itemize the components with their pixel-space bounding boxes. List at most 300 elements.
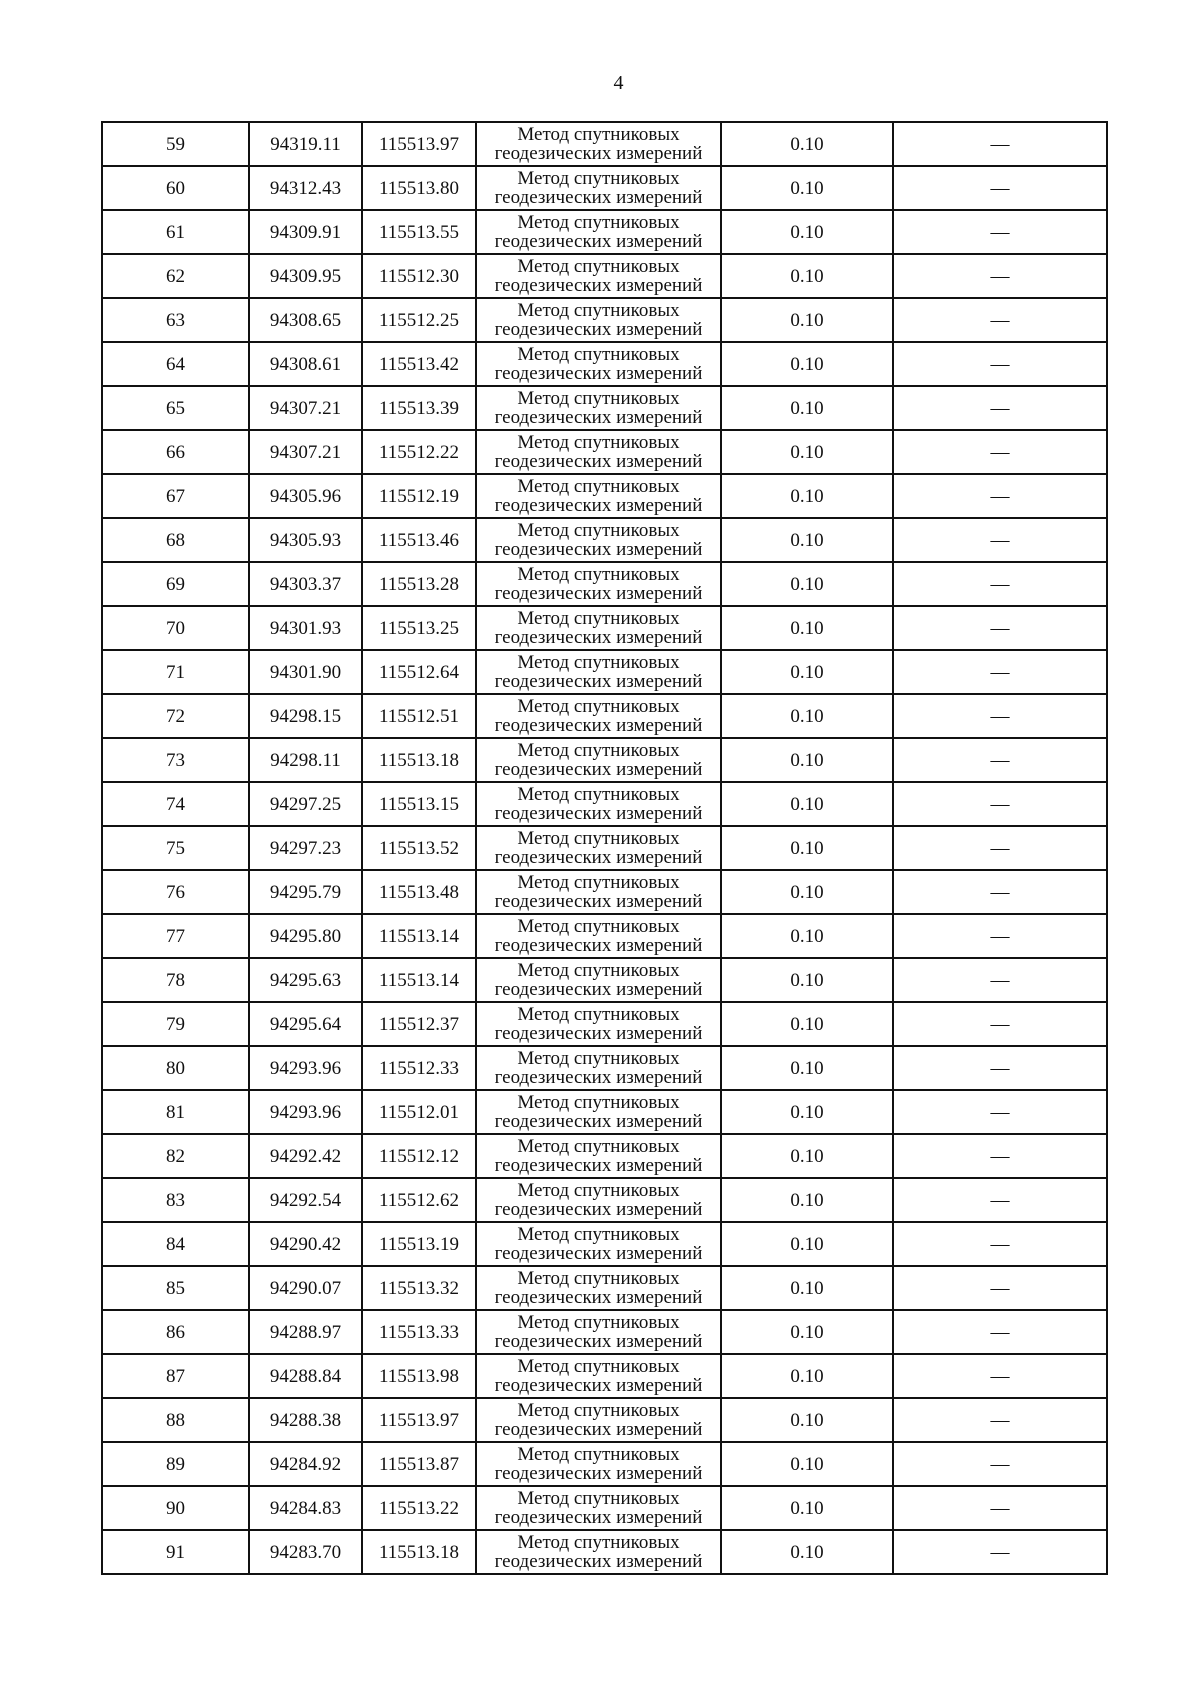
method-cell: [476, 1266, 721, 1310]
accuracy-cell: 0.10: [721, 342, 893, 386]
method-line-2: геодезических измерений: [494, 583, 703, 604]
method-line-2: геодезических измерений: [494, 1507, 703, 1528]
description-cell: —: [893, 1090, 1107, 1134]
method-line-2: геодезических измерений: [494, 539, 703, 560]
y-coordinate-cell: 115512.62: [362, 1178, 476, 1222]
point-number-cell: 82: [102, 1134, 249, 1178]
x-coordinate-cell: 94309.95: [249, 254, 362, 298]
description-cell: —: [893, 254, 1107, 298]
description-cell: —: [893, 738, 1107, 782]
y-coordinate-cell: 115512.12: [362, 1134, 476, 1178]
method-line-2: геодезических измерений: [494, 1463, 703, 1484]
method-line-1: Метод спутниковых: [517, 1224, 680, 1245]
x-coordinate-cell: 94284.92: [249, 1442, 362, 1486]
method-line-2: геодезических измерений: [494, 143, 703, 164]
method-line-2: геодезических измерений: [494, 627, 703, 648]
accuracy-cell: 0.10: [721, 1486, 893, 1530]
accuracy-cell: 0.10: [721, 694, 893, 738]
method-line-2: геодезических измерений: [494, 407, 703, 428]
description-cell: —: [893, 122, 1107, 166]
point-number-cell: 62: [102, 254, 249, 298]
method-cell: [476, 1090, 721, 1134]
method-line-1: Метод спутниковых: [517, 212, 680, 233]
point-number-cell: 65: [102, 386, 249, 430]
method-cell: [476, 210, 721, 254]
point-number-cell: 91: [102, 1530, 249, 1574]
method-line-1: Метод спутниковых: [517, 124, 680, 145]
point-number-cell: 84: [102, 1222, 249, 1266]
accuracy-cell: 0.10: [721, 826, 893, 870]
table-row: [102, 1134, 1107, 1178]
x-coordinate-cell: 94312.43: [249, 166, 362, 210]
y-coordinate-cell: 115512.25: [362, 298, 476, 342]
point-number-cell: 63: [102, 298, 249, 342]
y-coordinate-cell: 115513.18: [362, 1530, 476, 1574]
table-row: [102, 562, 1107, 606]
method-line-2: геодезических измерений: [494, 671, 703, 692]
point-number-cell: 85: [102, 1266, 249, 1310]
method-line-1: Метод спутниковых: [517, 344, 680, 365]
accuracy-cell: 0.10: [721, 738, 893, 782]
point-number-cell: 70: [102, 606, 249, 650]
x-coordinate-cell: 94293.96: [249, 1046, 362, 1090]
method-line-1: Метод спутниковых: [517, 1268, 680, 1289]
method-line-2: геодезических измерений: [494, 1067, 703, 1088]
x-coordinate-cell: 94293.96: [249, 1090, 362, 1134]
table-row: [102, 254, 1107, 298]
table-row: [102, 298, 1107, 342]
accuracy-cell: 0.10: [721, 518, 893, 562]
y-coordinate-cell: 115512.33: [362, 1046, 476, 1090]
table-row: [102, 870, 1107, 914]
accuracy-cell: 0.10: [721, 1002, 893, 1046]
method-cell: [476, 1442, 721, 1486]
point-number-cell: 67: [102, 474, 249, 518]
method-cell: [476, 914, 721, 958]
y-coordinate-cell: 115513.97: [362, 1398, 476, 1442]
x-coordinate-cell: 94297.25: [249, 782, 362, 826]
accuracy-cell: 0.10: [721, 166, 893, 210]
description-cell: —: [893, 782, 1107, 826]
x-coordinate-cell: 94283.70: [249, 1530, 362, 1574]
description-cell: —: [893, 1354, 1107, 1398]
accuracy-cell: 0.10: [721, 1354, 893, 1398]
description-cell: —: [893, 1046, 1107, 1090]
y-coordinate-cell: 115512.22: [362, 430, 476, 474]
method-cell: [476, 166, 721, 210]
method-line-2: геодезических измерений: [494, 1287, 703, 1308]
method-line-2: геодезических измерений: [494, 275, 703, 296]
method-line-2: геодезических измерений: [494, 231, 703, 252]
accuracy-cell: 0.10: [721, 210, 893, 254]
point-number-cell: 83: [102, 1178, 249, 1222]
method-cell: [476, 1002, 721, 1046]
method-line-1: Метод спутниковых: [517, 1312, 680, 1333]
description-cell: —: [893, 386, 1107, 430]
y-coordinate-cell: 115513.14: [362, 958, 476, 1002]
description-cell: —: [893, 474, 1107, 518]
accuracy-cell: 0.10: [721, 1046, 893, 1090]
method-line-2: геодезических измерений: [494, 1419, 703, 1440]
description-cell: —: [893, 1266, 1107, 1310]
table-row: [102, 210, 1107, 254]
x-coordinate-cell: 94295.79: [249, 870, 362, 914]
point-number-cell: 80: [102, 1046, 249, 1090]
method-line-1: Метод спутниковых: [517, 1004, 680, 1025]
accuracy-cell: 0.10: [721, 1398, 893, 1442]
table-row: [102, 430, 1107, 474]
accuracy-cell: 0.10: [721, 650, 893, 694]
method-cell: [476, 738, 721, 782]
method-line-1: Метод спутниковых: [517, 960, 680, 981]
description-cell: —: [893, 870, 1107, 914]
description-cell: —: [893, 606, 1107, 650]
accuracy-cell: 0.10: [721, 1530, 893, 1574]
table-row: [102, 958, 1107, 1002]
method-line-1: Метод спутниковых: [517, 916, 680, 937]
y-coordinate-cell: 115513.15: [362, 782, 476, 826]
description-cell: —: [893, 1222, 1107, 1266]
method-line-2: геодезических измерений: [494, 1551, 703, 1572]
accuracy-cell: 0.10: [721, 1090, 893, 1134]
description-cell: —: [893, 1486, 1107, 1530]
x-coordinate-cell: 94290.07: [249, 1266, 362, 1310]
y-coordinate-cell: 115513.33: [362, 1310, 476, 1354]
method-cell: [476, 562, 721, 606]
x-coordinate-cell: 94288.84: [249, 1354, 362, 1398]
method-line-1: Метод спутниковых: [517, 564, 680, 585]
x-coordinate-cell: 94295.63: [249, 958, 362, 1002]
accuracy-cell: 0.10: [721, 254, 893, 298]
y-coordinate-cell: 115513.19: [362, 1222, 476, 1266]
table-row: [102, 782, 1107, 826]
method-cell: [476, 1310, 721, 1354]
accuracy-cell: 0.10: [721, 1442, 893, 1486]
method-line-2: геодезических измерений: [494, 935, 703, 956]
accuracy-cell: 0.10: [721, 386, 893, 430]
description-cell: —: [893, 1134, 1107, 1178]
method-line-1: Метод спутниковых: [517, 1400, 680, 1421]
x-coordinate-cell: 94309.91: [249, 210, 362, 254]
method-cell: [476, 650, 721, 694]
description-cell: —: [893, 298, 1107, 342]
method-line-1: Метод спутниковых: [517, 1136, 680, 1157]
method-line-2: геодезических измерений: [494, 1375, 703, 1396]
table-row: [102, 1266, 1107, 1310]
accuracy-cell: 0.10: [721, 1222, 893, 1266]
description-cell: —: [893, 1310, 1107, 1354]
table-row: [102, 342, 1107, 386]
method-cell: [476, 122, 721, 166]
table-row: [102, 1442, 1107, 1486]
table-row: [102, 1354, 1107, 1398]
point-number-cell: 60: [102, 166, 249, 210]
description-cell: —: [893, 430, 1107, 474]
method-line-1: Метод спутниковых: [517, 476, 680, 497]
y-coordinate-cell: 115513.22: [362, 1486, 476, 1530]
description-cell: —: [893, 1002, 1107, 1046]
y-coordinate-cell: 115512.30: [362, 254, 476, 298]
y-coordinate-cell: 115512.51: [362, 694, 476, 738]
method-line-2: геодезических измерений: [494, 1111, 703, 1132]
point-number-cell: 87: [102, 1354, 249, 1398]
y-coordinate-cell: 115513.28: [362, 562, 476, 606]
method-cell: [476, 1354, 721, 1398]
point-number-cell: 72: [102, 694, 249, 738]
method-line-1: Метод спутниковых: [517, 1048, 680, 1069]
method-cell: [476, 1046, 721, 1090]
table-row: [102, 518, 1107, 562]
point-number-cell: 66: [102, 430, 249, 474]
table-row: [102, 826, 1107, 870]
point-number-cell: 73: [102, 738, 249, 782]
table-row: [102, 1002, 1107, 1046]
x-coordinate-cell: 94295.64: [249, 1002, 362, 1046]
description-cell: —: [893, 1530, 1107, 1574]
x-coordinate-cell: 94298.15: [249, 694, 362, 738]
table-row: [102, 914, 1107, 958]
y-coordinate-cell: 115513.48: [362, 870, 476, 914]
method-cell: [476, 782, 721, 826]
description-cell: —: [893, 650, 1107, 694]
method-line-2: геодезических измерений: [494, 451, 703, 472]
method-cell: [476, 1398, 721, 1442]
table-body: [102, 122, 1107, 1574]
table-row: [102, 474, 1107, 518]
method-line-1: Метод спутниковых: [517, 256, 680, 277]
method-cell: [476, 606, 721, 650]
method-line-1: Метод спутниковых: [517, 1532, 680, 1553]
x-coordinate-cell: 94301.90: [249, 650, 362, 694]
description-cell: —: [893, 562, 1107, 606]
accuracy-cell: 0.10: [721, 1266, 893, 1310]
y-coordinate-cell: 115512.01: [362, 1090, 476, 1134]
description-cell: —: [893, 518, 1107, 562]
method-cell: [476, 870, 721, 914]
point-number-cell: 61: [102, 210, 249, 254]
method-line-1: Метод спутниковых: [517, 1488, 680, 1509]
method-cell: [476, 254, 721, 298]
point-number-cell: 89: [102, 1442, 249, 1486]
x-coordinate-cell: 94284.83: [249, 1486, 362, 1530]
point-number-cell: 69: [102, 562, 249, 606]
method-line-2: геодезических измерений: [494, 891, 703, 912]
method-cell: [476, 1134, 721, 1178]
point-number-cell: 78: [102, 958, 249, 1002]
x-coordinate-cell: 94307.21: [249, 386, 362, 430]
method-line-2: геодезических измерений: [494, 979, 703, 1000]
description-cell: —: [893, 914, 1107, 958]
table-row: [102, 606, 1107, 650]
method-cell: [476, 518, 721, 562]
table-row: [102, 1398, 1107, 1442]
accuracy-cell: 0.10: [721, 870, 893, 914]
accuracy-cell: 0.10: [721, 298, 893, 342]
method-cell: [476, 386, 721, 430]
method-line-2: геодезических измерений: [494, 1155, 703, 1176]
x-coordinate-cell: 94292.54: [249, 1178, 362, 1222]
description-cell: —: [893, 826, 1107, 870]
y-coordinate-cell: 115513.55: [362, 210, 476, 254]
y-coordinate-cell: 115513.39: [362, 386, 476, 430]
method-cell: [476, 826, 721, 870]
table-row: [102, 1222, 1107, 1266]
method-line-2: геодезических измерений: [494, 187, 703, 208]
x-coordinate-cell: 94305.96: [249, 474, 362, 518]
accuracy-cell: 0.10: [721, 958, 893, 1002]
table-row: [102, 1486, 1107, 1530]
x-coordinate-cell: 94288.97: [249, 1310, 362, 1354]
method-line-2: геодезических измерений: [494, 1199, 703, 1220]
description-cell: —: [893, 694, 1107, 738]
x-coordinate-cell: 94297.23: [249, 826, 362, 870]
y-coordinate-cell: 115513.46: [362, 518, 476, 562]
method-cell: [476, 1530, 721, 1574]
y-coordinate-cell: 115512.64: [362, 650, 476, 694]
table-row: [102, 694, 1107, 738]
method-cell: [476, 342, 721, 386]
y-coordinate-cell: 115513.87: [362, 1442, 476, 1486]
method-line-1: Метод спутниковых: [517, 300, 680, 321]
method-cell: [476, 298, 721, 342]
table-row: [102, 738, 1107, 782]
description-cell: —: [893, 1398, 1107, 1442]
y-coordinate-cell: 115513.32: [362, 1266, 476, 1310]
method-line-1: Метод спутниковых: [517, 608, 680, 629]
point-number-cell: 68: [102, 518, 249, 562]
method-line-1: Метод спутниковых: [517, 872, 680, 893]
x-coordinate-cell: 94288.38: [249, 1398, 362, 1442]
method-line-1: Метод спутниковых: [517, 828, 680, 849]
method-line-2: геодезических измерений: [494, 1243, 703, 1264]
point-number-cell: 90: [102, 1486, 249, 1530]
table-row: [102, 386, 1107, 430]
table-row: [102, 1530, 1107, 1574]
y-coordinate-cell: 115513.42: [362, 342, 476, 386]
accuracy-cell: 0.10: [721, 430, 893, 474]
x-coordinate-cell: 94308.65: [249, 298, 362, 342]
y-coordinate-cell: 115513.25: [362, 606, 476, 650]
method-cell: [476, 694, 721, 738]
method-line-2: геодезических измерений: [494, 319, 703, 340]
x-coordinate-cell: 94298.11: [249, 738, 362, 782]
x-coordinate-cell: 94305.93: [249, 518, 362, 562]
point-number-cell: 76: [102, 870, 249, 914]
x-coordinate-cell: 94301.93: [249, 606, 362, 650]
method-cell: [476, 1486, 721, 1530]
y-coordinate-cell: 115513.97: [362, 122, 476, 166]
table-row: [102, 166, 1107, 210]
method-line-1: Метод спутниковых: [517, 740, 680, 761]
x-coordinate-cell: 94295.80: [249, 914, 362, 958]
point-number-cell: 79: [102, 1002, 249, 1046]
y-coordinate-cell: 115513.52: [362, 826, 476, 870]
description-cell: —: [893, 342, 1107, 386]
coordinates-table: [101, 121, 1108, 1575]
method-cell: [476, 1222, 721, 1266]
x-coordinate-cell: 94292.42: [249, 1134, 362, 1178]
method-line-2: геодезических измерений: [494, 1023, 703, 1044]
method-line-1: Метод спутниковых: [517, 696, 680, 717]
method-line-2: геодезических измерений: [494, 1331, 703, 1352]
accuracy-cell: 0.10: [721, 1134, 893, 1178]
y-coordinate-cell: 115512.37: [362, 1002, 476, 1046]
method-line-2: геодезических измерений: [494, 495, 703, 516]
accuracy-cell: 0.10: [721, 914, 893, 958]
method-line-1: Метод спутниковых: [517, 784, 680, 805]
table-row: [102, 1310, 1107, 1354]
x-coordinate-cell: 94308.61: [249, 342, 362, 386]
method-line-1: Метод спутниковых: [517, 520, 680, 541]
method-cell: [476, 430, 721, 474]
accuracy-cell: 0.10: [721, 782, 893, 826]
description-cell: —: [893, 166, 1107, 210]
method-cell: [476, 474, 721, 518]
y-coordinate-cell: 115512.19: [362, 474, 476, 518]
description-cell: —: [893, 958, 1107, 1002]
y-coordinate-cell: 115513.18: [362, 738, 476, 782]
x-coordinate-cell: 94303.37: [249, 562, 362, 606]
point-number-cell: 77: [102, 914, 249, 958]
point-number-cell: 74: [102, 782, 249, 826]
method-line-1: Метод спутниковых: [517, 168, 680, 189]
table-row: [102, 1178, 1107, 1222]
point-number-cell: 88: [102, 1398, 249, 1442]
accuracy-cell: 0.10: [721, 1310, 893, 1354]
method-line-1: Метод спутниковых: [517, 652, 680, 673]
point-number-cell: 86: [102, 1310, 249, 1354]
table-row: [102, 650, 1107, 694]
y-coordinate-cell: 115513.80: [362, 166, 476, 210]
method-cell: [476, 958, 721, 1002]
table-row: [102, 1090, 1107, 1134]
method-line-2: геодезических измерений: [494, 715, 703, 736]
method-line-1: Метод спутниковых: [517, 432, 680, 453]
x-coordinate-cell: 94319.11: [249, 122, 362, 166]
accuracy-cell: 0.10: [721, 606, 893, 650]
point-number-cell: 75: [102, 826, 249, 870]
description-cell: —: [893, 1442, 1107, 1486]
page-number: 4: [613, 72, 624, 94]
x-coordinate-cell: 94290.42: [249, 1222, 362, 1266]
method-line-2: геодезических измерений: [494, 803, 703, 824]
accuracy-cell: 0.10: [721, 474, 893, 518]
method-line-1: Метод спутниковых: [517, 1356, 680, 1377]
table-row: [102, 1046, 1107, 1090]
description-cell: —: [893, 1178, 1107, 1222]
y-coordinate-cell: 115513.98: [362, 1354, 476, 1398]
y-coordinate-cell: 115513.14: [362, 914, 476, 958]
method-cell: [476, 1178, 721, 1222]
method-line-1: Метод спутниковых: [517, 1092, 680, 1113]
accuracy-cell: 0.10: [721, 1178, 893, 1222]
accuracy-cell: 0.10: [721, 562, 893, 606]
point-number-cell: 71: [102, 650, 249, 694]
point-number-cell: 81: [102, 1090, 249, 1134]
x-coordinate-cell: 94307.21: [249, 430, 362, 474]
method-line-1: Метод спутниковых: [517, 388, 680, 409]
table-row: [102, 122, 1107, 166]
method-line-2: геодезических измерений: [494, 759, 703, 780]
method-line-2: геодезических измерений: [494, 363, 703, 384]
description-cell: —: [893, 210, 1107, 254]
accuracy-cell: 0.10: [721, 122, 893, 166]
method-line-1: Метод спутниковых: [517, 1180, 680, 1201]
method-line-1: Метод спутниковых: [517, 1444, 680, 1465]
point-number-cell: 64: [102, 342, 249, 386]
method-line-2: геодезических измерений: [494, 847, 703, 868]
point-number-cell: 59: [102, 122, 249, 166]
